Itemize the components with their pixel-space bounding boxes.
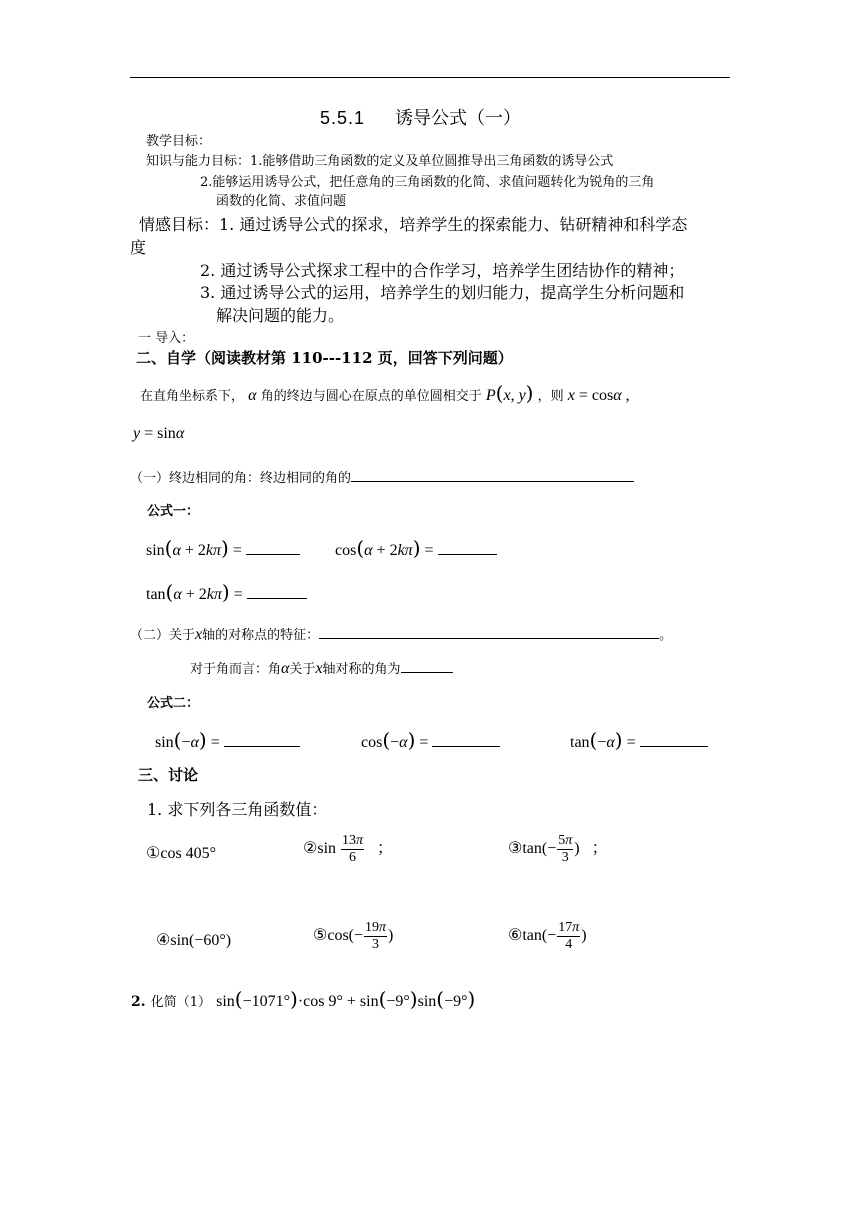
- problem-5: ⑤cos(− $\frac{19\pi}{3}$ ): [313, 920, 394, 952]
- problem-6: ⑥tan(− $\frac{17\pi}{4}$ ): [508, 920, 587, 952]
- section-2-heading: 二、自学（阅读教材第 110---112 页，回答下列问题）: [136, 349, 513, 367]
- header-rule: [130, 77, 730, 78]
- formula-1-sin: sin(α + 2kπ) =: [146, 536, 300, 560]
- title-text: 诱导公式（一）: [395, 108, 522, 129]
- section-1-heading: 一 导入：: [138, 331, 195, 346]
- knowledge-objective-2-cont: 函数的化简、求值问题: [216, 194, 347, 209]
- knowledge-objective-2: 2.能够运用诱导公式，把任意角的三角函数的化简、求值问题转化为锐角的三角: [200, 175, 655, 190]
- problem-2: ②sin $\frac{13\pi}{6}$ ；: [303, 833, 394, 865]
- sin-definition: y = sinα: [133, 425, 185, 442]
- part-2-angle: 对于角而言：角α关于x轴对称的角为: [190, 658, 453, 678]
- answer-blank[interactable]: [247, 584, 307, 599]
- emotion-objective-3: 3. 通过诱导公式的运用，培养学生的划归能力，提高学生分析问题和: [200, 283, 685, 302]
- problem-3: ③tan(− $\frac{5\pi}{3}$ ) ；: [508, 833, 608, 865]
- problem-1: ①cos 405°: [146, 845, 217, 862]
- formula-1-tan: tan(α + 2kπ) =: [146, 580, 307, 604]
- objectives-heading: 教学目标：: [146, 134, 212, 149]
- part-2-symmetry: （二）关于x轴的对称点的特征： 。: [130, 626, 673, 643]
- formula-2-label: 公式二：: [147, 696, 200, 711]
- emotion-objective-1: 情感目标：1. 通过诱导公式的探求，培养学生的探索能力、钻研精神和科学态: [139, 215, 688, 234]
- answer-blank[interactable]: [438, 540, 497, 555]
- answer-blank[interactable]: [246, 540, 300, 555]
- question-1: 1. 求下列各三角函数值：: [147, 800, 328, 819]
- answer-blank[interactable]: [351, 467, 634, 482]
- formula-1-label: 公式一：: [147, 504, 200, 519]
- knowledge-objective-1: 知识与能力目标：1.能够借助三角函数的定义及单位圆推导出三角函数的诱导公式: [146, 154, 614, 169]
- answer-blank[interactable]: [401, 658, 453, 673]
- emotion-objective-2: 2. 通过诱导公式探求工程中的合作学习，培养学生团结协作的精神；: [200, 261, 685, 280]
- answer-blank[interactable]: [319, 624, 659, 639]
- page-title: [320, 104, 521, 130]
- answer-blank[interactable]: [432, 732, 500, 747]
- formula-2-cos: cos(−α) =: [361, 728, 500, 752]
- formula-2-sin: sin(−α) =: [155, 728, 300, 752]
- unit-circle-intro: 在直角坐标系下， α 角的终边与圆心在原点的单位圆相交于 P(x, y) ，则 x = cosα ,: [140, 381, 630, 405]
- problem-4: ④sin(−60°): [156, 932, 232, 949]
- formula-1-cos: cos(α + 2kπ) =: [335, 536, 497, 560]
- formula-2-tan: tan(−α) =: [570, 728, 708, 752]
- answer-blank[interactable]: [640, 732, 708, 747]
- title-number: 5.5.1: [320, 108, 366, 128]
- emotion-objective-1-cont: 度: [130, 238, 147, 257]
- section-3-heading: 三、讨论: [138, 766, 199, 784]
- question-2: 2. 化简（1） sin(−1071°)·cos 9° + sin(−9°)sin(−9°): [131, 987, 476, 1011]
- emotion-objective-3-cont: 解决问题的能力。: [216, 306, 345, 325]
- answer-blank[interactable]: [224, 732, 300, 747]
- part-1-coterminal: （一）终边相同的角：终边相同的角的: [130, 467, 634, 486]
